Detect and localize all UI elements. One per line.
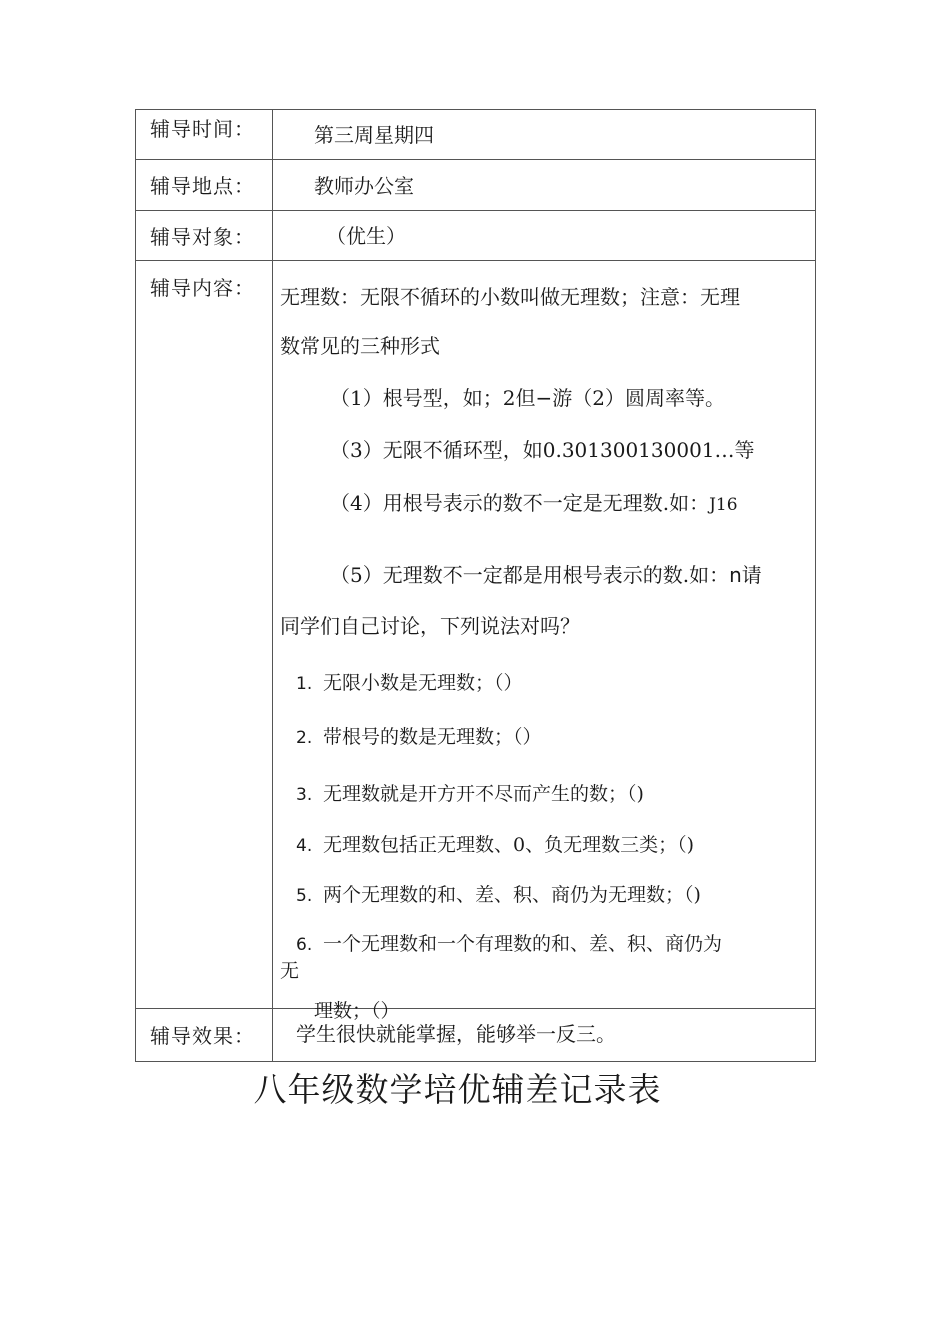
content-form-3	[330, 434, 755, 463]
content-discuss: 同学们自己讨论，下列说法对吗？	[280, 614, 580, 638]
form-1-number: （1）	[330, 386, 383, 410]
form-3-number: （3）	[330, 438, 383, 462]
form-5-as: 如：n	[689, 563, 742, 587]
form-4-as: 如：	[669, 491, 710, 515]
question-text: 两个无理数的和、差、积、商仍为无理数；（)	[323, 884, 701, 906]
value-tutoring-time: 第三周星期四	[314, 123, 434, 147]
question-text: 带根号的数是无理数；（）	[323, 726, 542, 748]
content-form-1	[330, 382, 725, 411]
label-tutoring-effect: 辅导效果：	[150, 1024, 255, 1048]
form-3-suffix: 等	[734, 438, 755, 462]
question-item	[296, 779, 644, 806]
form-1-text: 根号型，如；	[382, 386, 503, 410]
form-5-number: （5）	[330, 563, 383, 587]
question-item	[296, 929, 722, 956]
form-3-example: 0.301300130001…	[542, 438, 735, 462]
form-5-dot: .	[682, 563, 690, 587]
form-1-value: 2	[502, 386, 516, 410]
question-number: 6.	[296, 935, 313, 955]
question-item	[296, 880, 701, 907]
label-tutoring-content: 辅导内容：	[150, 276, 255, 300]
content-form-4	[330, 487, 738, 516]
question-item	[296, 668, 523, 695]
form-4-number: （4）	[330, 491, 383, 515]
form-5-text: 无理数不一定都是用根号表示的数	[382, 563, 683, 587]
question-number: 5.	[296, 886, 313, 906]
value-tutoring-effect: 学生很快就能掌握，能够举一反三。	[296, 1022, 616, 1046]
content-form-5	[330, 559, 762, 588]
form-4-text: 用根号表示的数不一定是无理数	[382, 491, 663, 515]
content-cell	[274, 262, 815, 1022]
form-4-dot: .	[662, 491, 670, 515]
value-tutoring-target: （优生）	[326, 224, 406, 248]
value-tutoring-location: 教师办公室	[314, 174, 414, 198]
question-number: 3.	[296, 785, 313, 805]
question-number: 1.	[296, 674, 313, 694]
document-title: 八年级数学培优辅差记录表	[253, 1070, 662, 1109]
question-text: 无理数包括正无理数、0、负无理数三类；（)	[323, 834, 695, 856]
form-2-text: 圆周率等。	[624, 386, 725, 410]
question-number: 4.	[296, 836, 313, 856]
question-6-continuation: 无	[280, 960, 300, 982]
form-1-text-2: 但−游	[515, 386, 573, 410]
form-5-please: 请	[741, 563, 762, 587]
question-number: 2.	[296, 728, 313, 748]
form-2-number: （2）	[572, 386, 625, 410]
question-text: 无理数就是开方开不尽而产生的数；（)	[323, 783, 644, 805]
label-tutoring-target: 辅导对象：	[150, 225, 255, 249]
question-text: 无限小数是无理数；（）	[323, 672, 523, 694]
form-4-example: J16	[709, 495, 738, 515]
form-3-text: 无限不循环型，如	[382, 438, 543, 462]
question-item	[296, 722, 542, 749]
label-tutoring-time: 辅导时间：	[150, 117, 255, 141]
question-item	[296, 830, 694, 857]
question-text: 一个无理数和一个有理数的和、差、积、商仍为	[323, 933, 723, 955]
label-tutoring-location: 辅导地点：	[150, 174, 255, 198]
content-intro-line-2: 数常见的三种形式	[280, 334, 440, 358]
content-intro-line-1: 无理数：无限不循环的小数叫做无理数；注意：无理	[280, 285, 740, 309]
question-6-tail: 理数；（）	[314, 1000, 400, 1022]
